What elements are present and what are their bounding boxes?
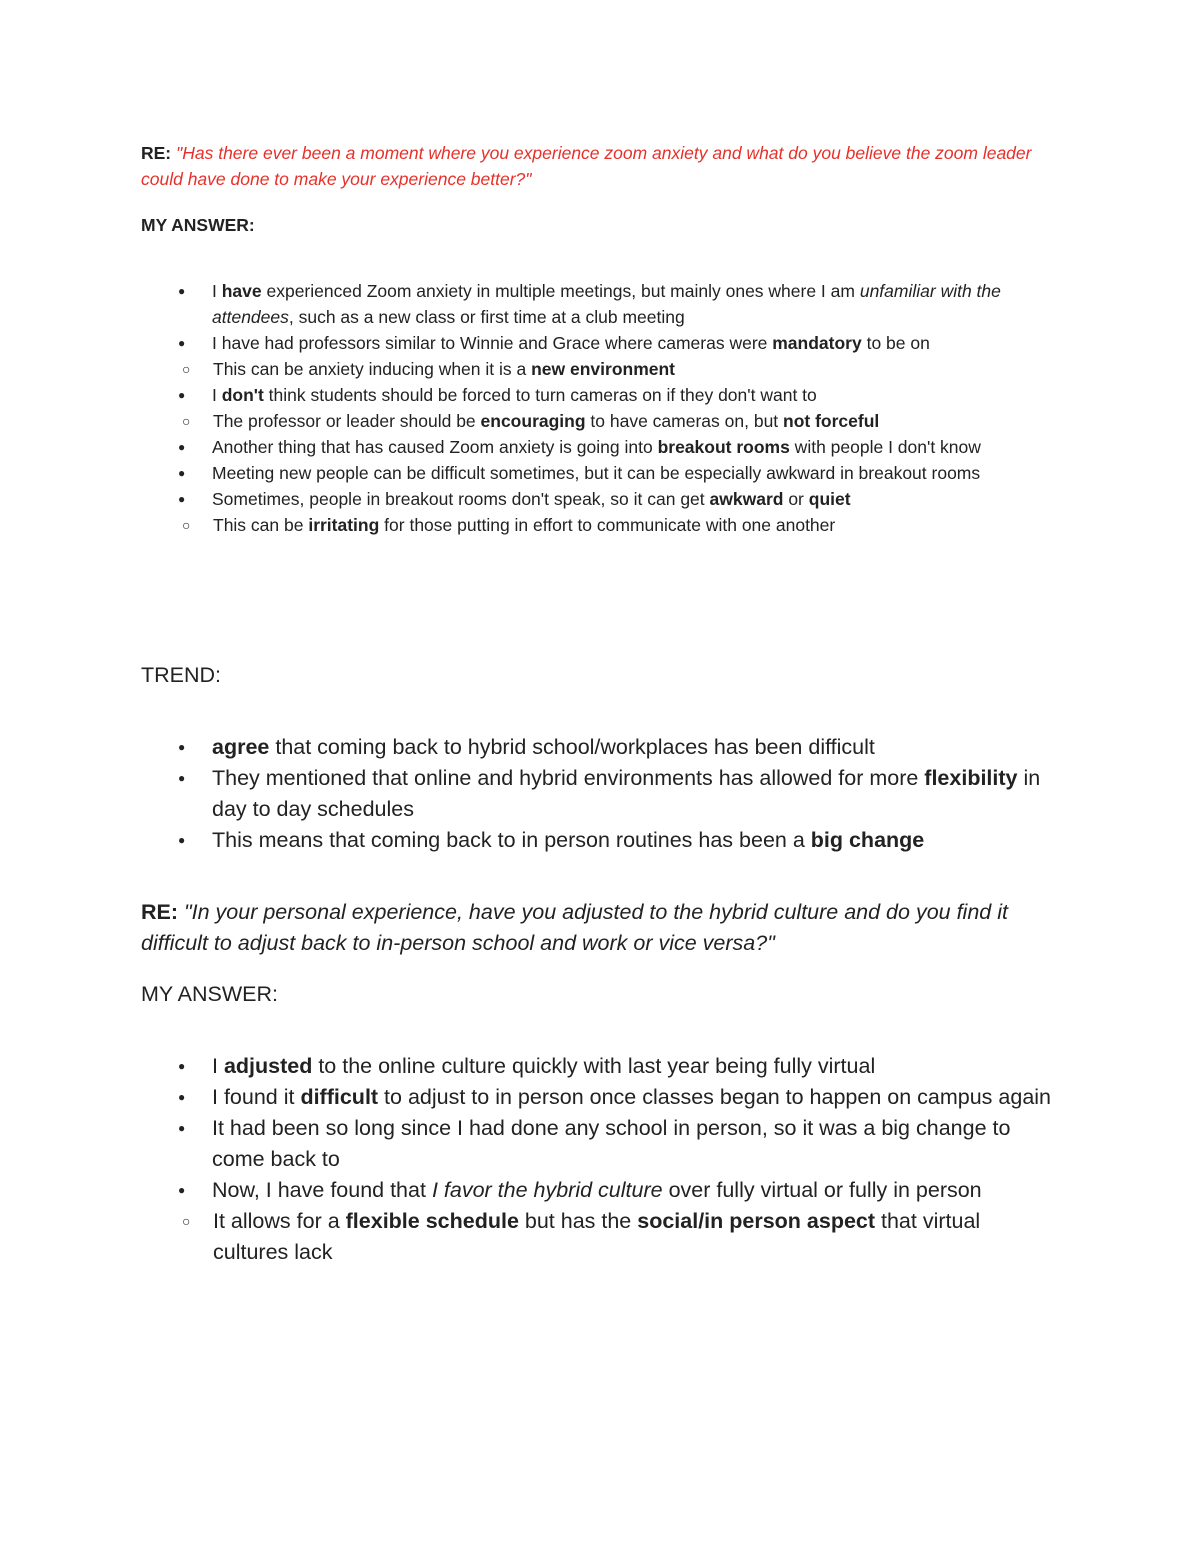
question-2 <box>141 897 1061 959</box>
answer-heading-2: MY ANSWER: <box>141 982 278 1006</box>
list-subitem: ○ This can be anxiety inducing when it is a new environment <box>182 359 676 379</box>
list-item: ● I have had professors similar to Winnie and Grace where cameras were mandatory to be on ○ This can be anxiety inducing when it is a new environment <box>141 330 1061 382</box>
question-2-label: RE: <box>141 900 179 924</box>
list-item: ● I have experienced Zoom anxiety in multiple meetings, but mainly ones where I am unfamiliar with the attendees, such as a new class or first time at a club meeting <box>178 281 1001 327</box>
list-item: ● I don't think students should be forced to turn cameras on if they don't want to ○ The professor or leader should be encouraging to have cameras on, but not forceful <box>141 382 1061 434</box>
list-item: ● Meeting new people can be difficult sometimes, but it can be especially awkward in breakout rooms <box>178 463 981 483</box>
list-item: ● I found it difficult to adjust to in person once classes began to happen on campus again <box>178 1085 1052 1109</box>
question-2-text: "In your personal experience, have you adjusted to the hybrid culture and do you find it difficult to adjust back to in-person school and work or vice versa?" <box>141 900 1008 955</box>
list-item: ● They mentioned that online and hybrid environments has allowed for more flexibility in day to day schedules <box>178 766 1041 821</box>
list-item: ● It had been so long since I had done any school in person, so it was a big change to come back to <box>178 1116 1011 1171</box>
list-subitem: ○ The professor or leader should be encouraging to have cameras on, but not forceful <box>182 411 880 431</box>
trend-list <box>141 732 1061 856</box>
answer-list-2 <box>141 1051 1061 1268</box>
question-1-label: RE: <box>141 143 172 163</box>
list-subitem: ○ This can be irritating for those putting in effort to communicate with one another <box>182 515 836 535</box>
question-1-text: "Has there ever been a moment where you experience zoom anxiety and what do you believe the zoom leader could have done to make your experience better?" <box>141 143 1032 189</box>
list-item: ● Now, I have found that I favor the hybrid culture over fully virtual or fully in person ○ It allows for a flexible schedule but has the social/in person aspect that virtual cultures lack <box>141 1175 1061 1268</box>
answer-list-1 <box>141 278 1061 538</box>
list-subitem: ○ It allows for a flexible schedule but has the social/in person aspect that virtual cultures lack <box>182 1209 981 1264</box>
list-item: ● Another thing that has caused Zoom anxiety is going into breakout rooms with people I don't know <box>178 437 981 457</box>
list-item: ● Sometimes, people in breakout rooms don't speak, so it can get awkward or quiet ○ This can be irritating for those putting in effort to communicate with one another <box>141 486 1061 538</box>
list-item: ● agree that coming back to hybrid school/workplaces has been difficult <box>178 735 875 759</box>
question-1 <box>141 140 1061 192</box>
trend-heading: TREND: <box>141 663 222 687</box>
list-item: ● I adjusted to the online culture quickly with last year being fully virtual <box>178 1054 876 1078</box>
list-item: ● This means that coming back to in person routines has been a big change <box>178 828 925 852</box>
answer-heading-1: MY ANSWER: <box>141 215 255 235</box>
